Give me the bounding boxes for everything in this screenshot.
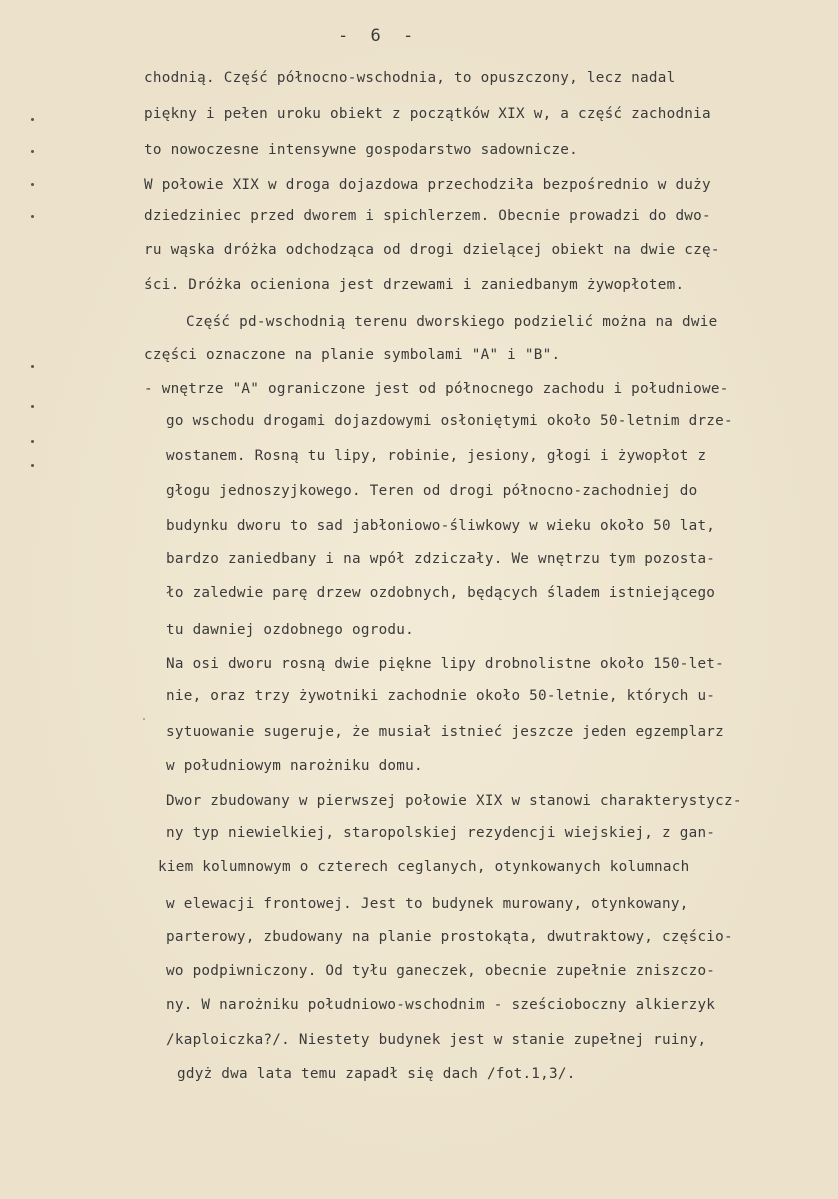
text-line: głogu jednoszyjkowego. Teren od drogi północno-zachodniej do: [166, 483, 698, 499]
text-line: sytuowanie sugeruje, że musiał istnieć jeszcze jeden egzemplarz: [166, 724, 725, 740]
page-number: - 6 -: [338, 26, 420, 46]
text-line: kiem kolumnowym o czterech ceglanych, otynkowanych kolumnach: [158, 859, 690, 875]
text-line: wo podpiwniczony. Od tyłu ganeczek, obecnie zupełnie zniszczo-: [166, 963, 716, 979]
punch-mark: [31, 118, 34, 121]
text-line: Część pd-wschodnią terenu dworskiego podzielić można na dwie: [186, 314, 718, 330]
punch-mark: [31, 150, 34, 153]
punch-mark: [31, 183, 34, 186]
punch-mark: [31, 440, 34, 443]
text-line: Na osi dworu rosną dwie piękne lipy drobnolistne około 150-let-: [166, 656, 725, 672]
text-line: ru wąska dróżka odchodząca od drogi dzielącej obiekt na dwie czę-: [144, 242, 720, 258]
text-line: parterowy, zbudowany na planie prostokąta, dwutraktowy, częścio-: [166, 929, 733, 945]
text-line: to nowoczesne intensywne gospodarstwo sadownicze.: [144, 142, 579, 158]
text-line: w południowym narożniku domu.: [166, 758, 423, 774]
text-line: tu dawniej ozdobnego ogrodu.: [166, 622, 415, 638]
text-line: nie, oraz trzy żywotniki zachodnie około 50-letnie, których u-: [166, 688, 716, 704]
text-line: w elewacji frontowej. Jest to budynek murowany, otynkowany,: [166, 896, 689, 912]
text-line: piękny i pełen uroku obiekt z początków XIX w, a część zachodnia: [144, 106, 711, 122]
text-line: bardzo zaniedbany i na wpół zdziczały. We wnętrzu tym pozosta-: [166, 551, 716, 567]
text-line: ści. Dróżka ocieniona jest drzewami i zaniedbanym żywopłotem.: [144, 277, 685, 293]
text-line: chodnią. Część północno-wschodnia, to opuszczony, lecz nadal: [144, 70, 676, 86]
punch-mark: [31, 365, 34, 368]
text-line: dziedziniec przed dworem i spichlerzem. Obecnie prowadzi do dwo-: [144, 208, 711, 224]
text-line: wostanem. Rosną tu lipy, robinie, jesiony, głogi i żywopłot z: [166, 448, 707, 464]
text-line: /kaploiczka?/. Niestety budynek jest w stanie zupełnej ruiny,: [166, 1032, 707, 1048]
text-line: go wschodu drogami dojazdowymi osłoniętymi około 50-letnim drze-: [166, 413, 733, 429]
text-line: - wnętrze "A" ograniczone jest od północnego zachodu i południowe-: [144, 381, 729, 397]
text-line: W połowie XIX w droga dojazdowa przechodziła bezpośrednio w duży: [144, 177, 711, 193]
ink-speck: [143, 718, 145, 720]
text-line: ny. W narożniku południowo-wschodnim - sześcioboczny alkierzyk: [166, 997, 716, 1013]
punch-mark: [31, 405, 34, 408]
text-line: ny typ niewielkiej, staropolskiej rezydencji wiejskiej, z gan-: [166, 825, 716, 841]
text-line: gdyż dwa lata temu zapadł się dach /fot.1,3/.: [177, 1066, 576, 1082]
punch-mark: [31, 464, 34, 467]
text-line: części oznaczone na planie symbolami "A" i "B".: [144, 347, 561, 363]
text-line: ło zaledwie parę drzew ozdobnych, będących śladem istniejącego: [166, 585, 716, 601]
text-line: Dwor zbudowany w pierwszej połowie XIX w stanowi charakterystycz-: [166, 793, 742, 809]
punch-mark: [31, 215, 34, 218]
text-line: budynku dworu to sad jabłoniowo-śliwkowy w wieku około 50 lat,: [166, 518, 716, 534]
